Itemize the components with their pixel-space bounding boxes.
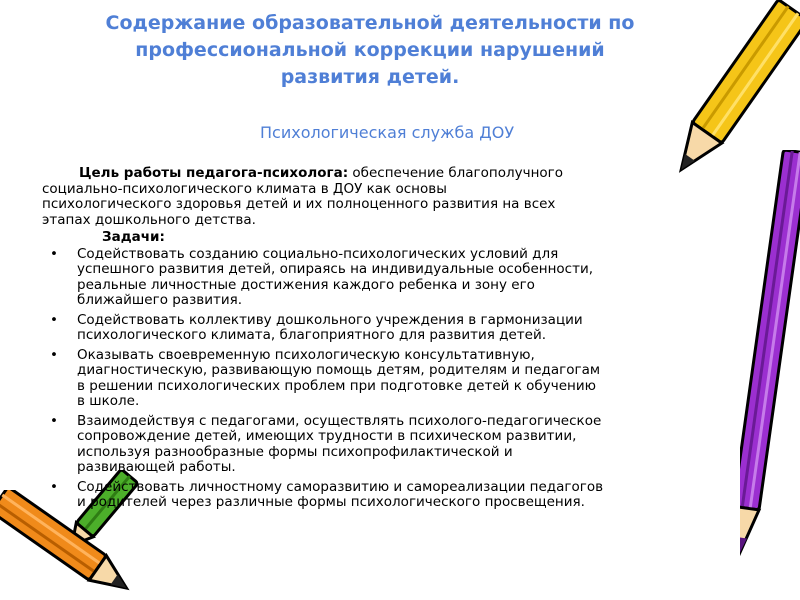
slide-subtitle: Психологическая служба ДОУ xyxy=(260,123,515,142)
title-line: Содержание образовательной деятельности по xyxy=(105,12,635,34)
task-line: психологического климата, благоприятного для развития детей. xyxy=(77,327,547,343)
task-line: сопровождение детей, имеющих трудности в психическом развитии, xyxy=(77,428,577,444)
list-item xyxy=(42,480,762,511)
task-line: и родителей через различные формы психологического просвещения. xyxy=(77,494,585,510)
task-line: Содействовать созданию социально-психологических условий для xyxy=(77,245,559,262)
task-line: диагностическую, развивающую помощь детям, родителям и педагогам xyxy=(77,362,601,378)
task-line: реальные личностные достижения каждого ребенка и зону его xyxy=(77,276,535,293)
task-line: в решении психологических проблем при подготовке детей к обучению xyxy=(77,377,596,394)
title-line: развития детей. xyxy=(280,66,460,88)
task-line: используя разнообразные формы психопрофилактической и xyxy=(77,443,513,460)
task-line: Содействовать личностному саморазвитию и самореализации педагогов xyxy=(77,478,604,495)
task-line: ближайшего развития. xyxy=(77,292,243,308)
bullet-icon: • xyxy=(50,311,58,328)
task-line: успешного развития детей, опираясь на индивидуальные особенности, xyxy=(77,261,594,277)
goal-line: этапах дошкольного детства. xyxy=(42,211,256,228)
tasks-heading: Задачи: xyxy=(102,229,165,245)
task-line: Содействовать коллективу дошкольного учреждения в гармонизации xyxy=(77,311,583,328)
goal-line: психологического здоровья детей и их полноценного развития на всех xyxy=(42,196,556,212)
tasks-list xyxy=(42,247,762,511)
bullet-icon: • xyxy=(50,346,58,363)
goal-paragraph xyxy=(79,166,762,182)
content-body xyxy=(42,166,762,515)
goal-text: обеспечение благополучного xyxy=(348,165,564,181)
list-item xyxy=(42,414,762,476)
list-item xyxy=(42,313,762,344)
goal-label: Цель работы педагога-психолога: xyxy=(79,165,349,181)
task-line: Взаимодействуя с педагогами, осуществлять психолого-педагогическое xyxy=(77,412,602,429)
goal-line: социально-психологического климата в ДОУ как основы xyxy=(42,180,447,197)
title-line: профессиональной коррекции нарушений xyxy=(135,39,605,61)
bullet-icon: • xyxy=(50,412,58,429)
slide-title xyxy=(70,10,670,91)
bullet-icon: • xyxy=(50,478,58,495)
goal-first-line xyxy=(79,166,762,182)
task-line: в школе. xyxy=(77,393,140,409)
list-item xyxy=(42,247,762,309)
task-line: развивающей работы. xyxy=(77,459,236,475)
bullet-icon: • xyxy=(50,245,58,262)
task-line: Оказывать своевременную психологическую консультативную, xyxy=(77,346,535,363)
list-item xyxy=(42,348,762,410)
